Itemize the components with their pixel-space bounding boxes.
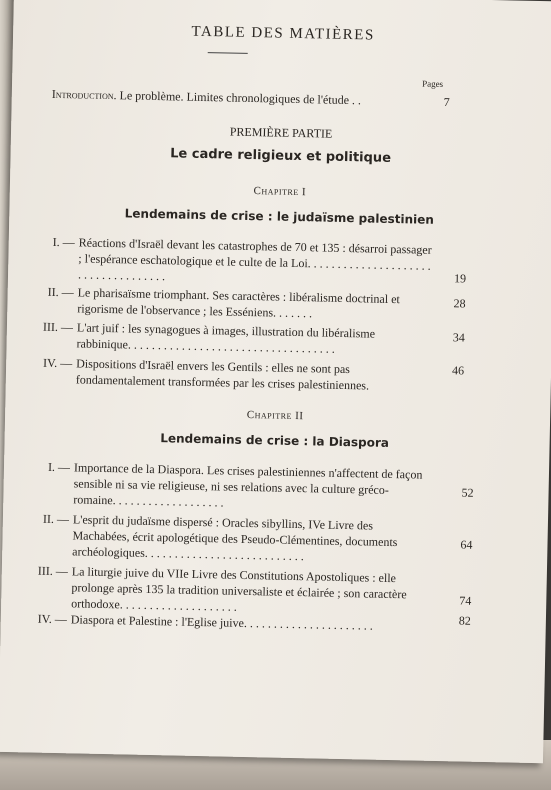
entry-number: I. — [47, 459, 71, 475]
introduction-page: 7 [443, 95, 450, 110]
entry-text: Importance de la Diaspora. Les crises palestiniennes n'affectent de façon sensible ni sa vie religieuse, ni ses relations avec la culture gréco-romaine. . . . . . . . . . . . . . . . . . . [73, 460, 423, 510]
chapter-1-entry-4-page: 46 [451, 363, 465, 378]
chapter-2-entry-1 [33, 459, 434, 515]
chapter-2-entry-4-page: 82 [458, 613, 472, 628]
introduction-entry [52, 87, 462, 111]
chapter-2-title: Lendemains de crise : la Diaspora [160, 431, 390, 450]
introduction-label: Introduction [51, 86, 114, 103]
chapter-1-entry-4 [36, 355, 437, 395]
chapter-1-entry-3-page: 34 [452, 330, 465, 345]
chapter-1-label: Chapitre I [253, 185, 307, 199]
entry-number: IV. — [42, 355, 73, 371]
entry-number: III. — [37, 563, 68, 579]
introduction-text: . Le problème. Limites chronologiques de l'étude . . [113, 88, 362, 108]
chapter-2-entry-3 [31, 563, 432, 619]
chapter-2-label: Chapitre II [246, 408, 304, 423]
entry-number: II. — [47, 284, 74, 300]
title-divider [208, 52, 248, 54]
entry-text: Réactions d'Israël devant les catastrophes de 70 et 135 : désarroi passager ; l'espérance eschatologique et le culte de la Loi. . . . . . . . . . . . . . . . . . . . . . . . . . . . . . . . . . . . [77, 235, 432, 284]
entry-text: Dispositions d'Israël envers les Gentils : elles ne sont pas fondamentalement transformées par les crises palestiniennes. [75, 356, 370, 393]
entry-number: I. — [52, 234, 75, 250]
chapter-1-entry-1-page: 19 [453, 271, 467, 286]
entry-number: III. — [42, 319, 74, 335]
entry-text: Le pharisaïsme triomphant. Ses caractères : libéralisme doctrinal et rigorisme de l'observance ; les Esséniens. . . . . . . [77, 285, 400, 321]
entry-text: L'esprit du judaïsme dispersé : Oracles sibyllins, IVe Livre des Machabées, écrit apologétique des Pseudo-Clémentines, documents archéologiques. . . . . . . . . . . . . . . . . . . . . . . . . . . [72, 512, 398, 564]
chapter-2-entry-2 [32, 511, 433, 567]
entry-number: II. — [42, 511, 70, 527]
chapter-1-entry-2 [37, 284, 438, 324]
chapter-1-title: Lendemains de crise : le judaïsme palestinien [124, 206, 435, 227]
chapter-1-entry-3 [36, 319, 437, 359]
entry-text: La liturgie juive du VIIe Livre des Constitutions Apostoliques : elle prolonge après 135 la tradition universaliste et éclairée ; son caractère orthodoxe. . . . . . . . . . . . . . . . . . . . [71, 564, 407, 614]
chapter-2-entry-2-page: 64 [460, 537, 473, 552]
chapter-1-entry-2-page: 28 [453, 296, 466, 311]
part-title: Le cadre religieux et politique [170, 146, 392, 166]
pages-column-label: Pages [422, 78, 444, 90]
entry-text: L'art juif : les synagogues à images, illustration du libéralisme rabbinique. . . . . . . . . . . . . . . . . . . . . . . . . . . . . . . . . . . [76, 320, 376, 356]
chapter-1-entry-1 [38, 234, 439, 290]
part-label: PREMIÈRE PARTIE [229, 124, 333, 141]
entry-number: IV. — [37, 611, 67, 627]
chapter-2-entry-3-page: 74 [459, 593, 472, 608]
entry-text: Diaspora et Palestine : l'Eglise juive. . . . . . . . . . . . . . . . . . . . . . [70, 612, 374, 633]
chapter-2-entry-1-page: 52 [461, 485, 474, 500]
page-title: TABLE DES MATIÈRES [191, 23, 375, 44]
